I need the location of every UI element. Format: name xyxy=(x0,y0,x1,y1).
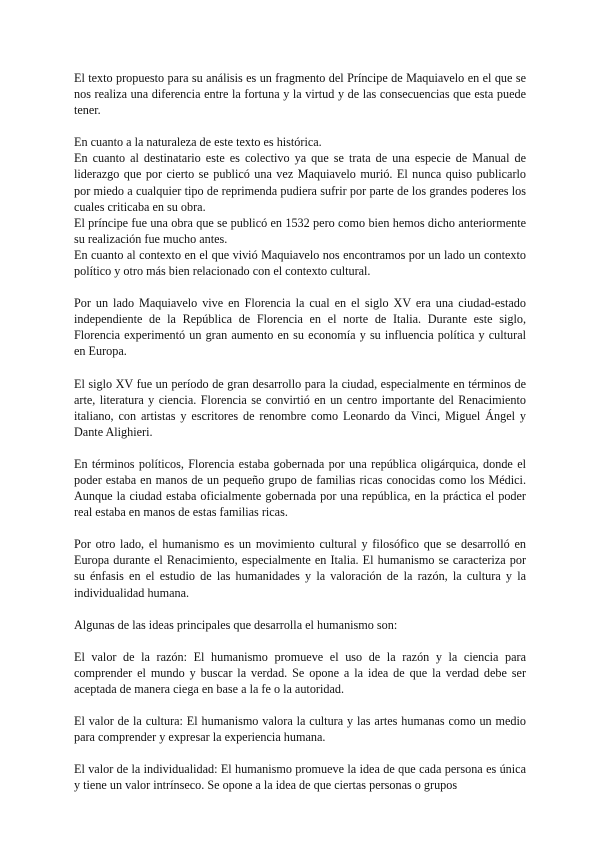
paragraph-fifteenth-century: El siglo XV fue un período de gran desarrollo para la ciudad, especialmente en términos de arte, literatura y ciencia. Florencia se convirtió en un centro importante del Renacimiento italiano, con artistas y escritores de renombre como Leonardo da Vinci, Miguel Ángel y Dante Alighieri. xyxy=(74,376,526,439)
paragraph-culture: El valor de la cultura: El humanismo valora la cultura y las artes humanas como un medio para comprender y expresar la experiencia humana. xyxy=(74,714,526,745)
paragraph-individuality: El valor de la individualidad: El humanismo promueve la idea de que cada persona es única y tiene un valor intrínseco. Se opone a la idea de que ciertas personas o grupos xyxy=(74,762,526,793)
paragraph-nature: En cuanto a la naturaleza de este texto es histórica. xyxy=(74,135,322,150)
paragraph-intro: El texto propuesto para su análisis es un fragmento del Príncipe de Maquiavelo en el que se nos realiza una diferencia entre la fortuna y la virtud y de las consecuencias que esta puede tener. xyxy=(74,71,526,118)
paragraph-recipient: En cuanto al destinatario este es colectivo ya que se trata de una especie de Manual de liderazgo que por cierto se publicó una vez Maquiavelo murió. El nunca quiso publicarlo por miedo a cualquier tipo de reprimenda pudiera sufrir por parte de los grandes poderes los cuales criticaba en su obra. xyxy=(74,151,526,214)
paragraph-context: En cuanto al contexto en el que vivió Maquiavelo nos encontramos por un lado un contexto político y otro más bien relacionado con el contexto cultural. xyxy=(74,247,526,279)
paragraph-publication: El príncipe fue una obra que se publicó en 1532 pero como bien hemos dicho anteriormente su realización fue mucho antes. xyxy=(74,215,526,246)
paragraph-politics: En términos políticos, Florencia estaba gobernada por una república oligárquica, donde el poder estaba en manos de un pequeño grupo de familias ricas conocidas como los Médici. Aunque la ciudad estaba oficialmente gobernada por una república, en la práctica el poder real estaba en manos de estas familias ricas. xyxy=(74,456,526,520)
paragraph-reason: El valor de la razón: El humanismo promueve el uso de la razón y la ciencia para comprender el mundo y buscar la verdad. Se opone a la idea de que la verdad debe ser aceptada de manera ciega en base a la fe o la autoridad. xyxy=(74,649,526,696)
paragraph-florence: Por un lado Maquiavelo vive en Florencia la cual en el siglo XV era una ciudad-estado independiente de la República de Florencia en el norte de Italia. Durante este siglo, Florencia experimentó un gran aumento en su economía y su influencia política y cultural en Europa. xyxy=(74,296,526,359)
paragraph-humanism: Por otro lado, el humanismo es un movimiento cultural y filosófico que se desarrolló en Europa durante el Renacimiento, especialmente en Italia. El humanismo se caracteriza por su énfasis en el estudio de las humanidades y la valoración de la razón, la cultura y la individualidad humana. xyxy=(74,537,526,600)
paragraph-humanism-ideas: Algunas de las ideas principales que desarrolla el humanismo son: xyxy=(74,617,398,632)
